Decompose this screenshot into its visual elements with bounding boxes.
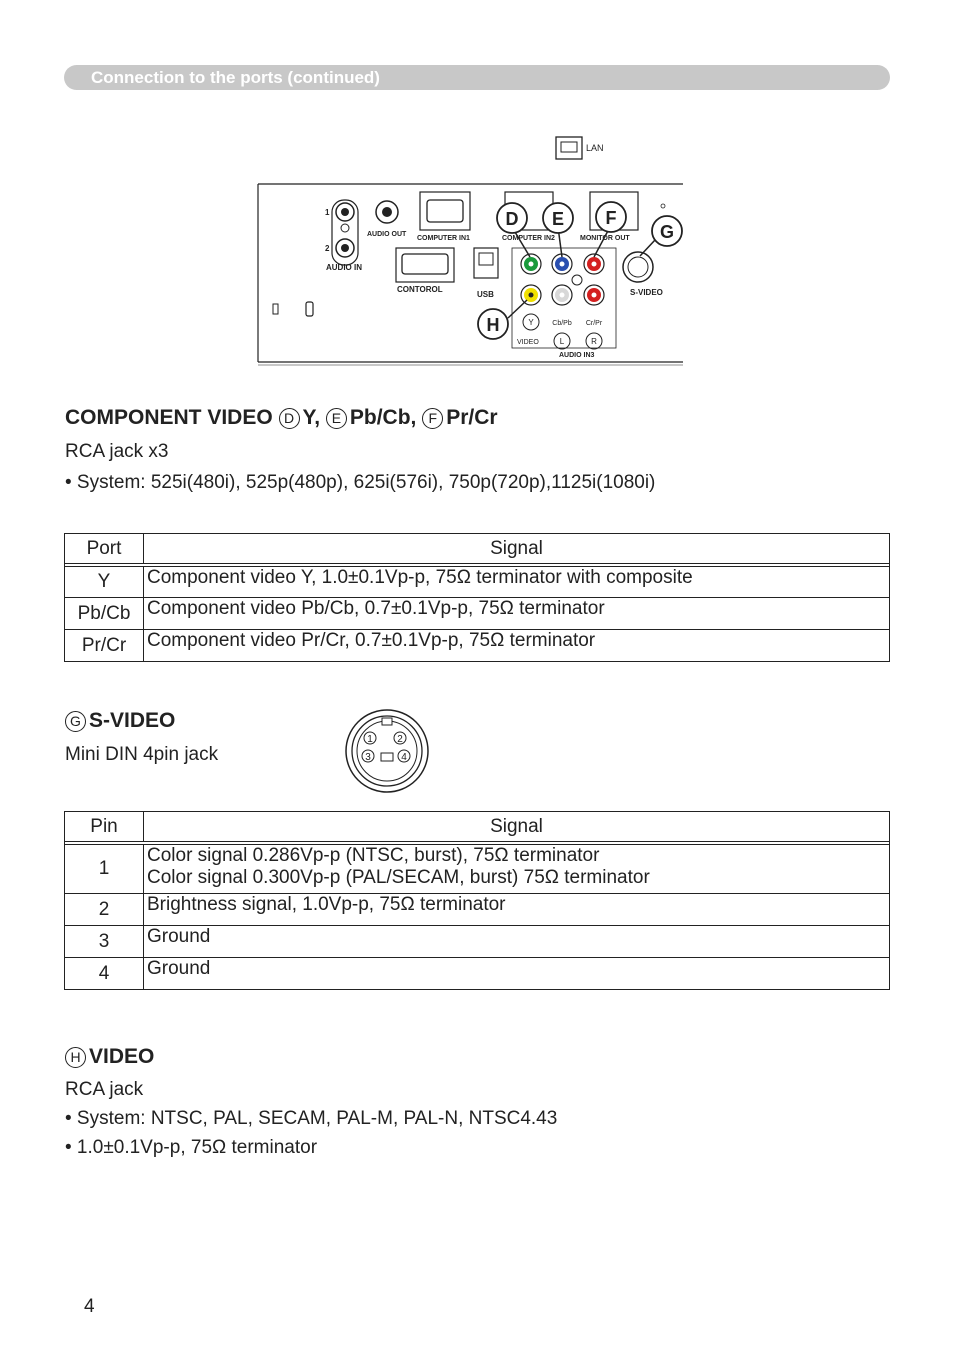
computer-in1-port bbox=[427, 200, 463, 222]
audio-out-label: AUDIO OUT bbox=[367, 231, 407, 238]
usb-label: USB bbox=[477, 290, 494, 299]
video-label: VIDEO bbox=[517, 339, 539, 346]
video-heading bbox=[65, 1045, 154, 1069]
callout-f-mark: F bbox=[422, 408, 443, 429]
audio-in-label: AUDIO IN bbox=[326, 263, 362, 272]
table-row: 1 Color signal 0.286Vp-p (NTSC, burst), 75Ω terminator Color signal 0.300Vp-p (PAL/SECAM, burst) 75Ω terminator bbox=[65, 845, 890, 894]
section-banner bbox=[64, 65, 890, 90]
table-row: Y Component video Y, 1.0±0.1Vp-p, 75Ω terminator with composite bbox=[65, 567, 890, 598]
mini-din-4pin-diagram bbox=[343, 708, 431, 794]
header-signal: Signal bbox=[144, 812, 890, 842]
lan-label: LAN bbox=[586, 143, 604, 153]
table-row: 4 Ground bbox=[65, 958, 890, 990]
rca-cbpb-label: Cb/Pb bbox=[552, 320, 572, 327]
component-jack-text: RCA jack x3 bbox=[65, 441, 169, 462]
callout-d-mark: D bbox=[279, 408, 300, 429]
callout-d bbox=[497, 203, 527, 233]
table-header-row bbox=[65, 534, 890, 564]
audio-in3-label: AUDIO IN3 bbox=[559, 352, 595, 359]
din-pin-4: 4 bbox=[401, 752, 407, 763]
callout-e bbox=[543, 203, 573, 233]
port-panel-diagram bbox=[250, 130, 700, 370]
din-pin-2: 2 bbox=[397, 734, 403, 745]
svg-text:H: H bbox=[486, 315, 500, 335]
callout-e-mark: E bbox=[326, 408, 347, 429]
audio-in-pin-2-label: 2 bbox=[325, 244, 330, 253]
table-row: Pr/Cr Component video Pr/Cr, 0.7±0.1Vp-p, 75Ω terminator bbox=[65, 630, 890, 662]
callout-h bbox=[478, 309, 508, 339]
component-y: Y, bbox=[302, 406, 321, 429]
component-video-heading bbox=[65, 406, 498, 430]
component-system-text: • System: 525i(480i), 525p(480p), 625i(576i), 750p(720p),1125i(1080i) bbox=[65, 472, 656, 493]
component-title: COMPONENT VIDEO bbox=[65, 406, 273, 429]
video-system-text: • System: NTSC, PAL, SECAM, PAL-M, PAL-N, NTSC4.43 bbox=[65, 1108, 558, 1129]
rca-crpr-label: Cr/Pr bbox=[585, 320, 603, 327]
svg-text:G: G bbox=[659, 222, 675, 242]
monitor-out-label: MONITOR OUT bbox=[580, 235, 630, 242]
control-port bbox=[402, 254, 448, 274]
svg-text:D: D bbox=[505, 209, 519, 229]
lan-port-icon bbox=[556, 137, 604, 159]
callout-f bbox=[596, 202, 626, 232]
s-video-title: S-VIDEO bbox=[89, 709, 176, 732]
computer-in1-label: COMPUTER IN1 bbox=[417, 235, 470, 242]
component-signal-table bbox=[64, 533, 890, 662]
s-video-signal-table bbox=[64, 811, 890, 990]
banner-title: Connection to the ports (continued) bbox=[91, 68, 380, 87]
s-video-heading bbox=[65, 709, 175, 733]
rca-l-label: L bbox=[559, 337, 565, 346]
rca-y-label: Y bbox=[528, 318, 534, 327]
security-slot-icon bbox=[306, 302, 313, 316]
video-level-text: • 1.0±0.1Vp-p, 75Ω terminator bbox=[65, 1137, 318, 1158]
din-pin-3: 3 bbox=[365, 752, 371, 763]
header-pin: Pin bbox=[65, 812, 144, 842]
control-label: CONTOROL bbox=[397, 285, 443, 294]
table-header-row bbox=[65, 812, 890, 842]
svg-text:E: E bbox=[551, 209, 565, 229]
s-video-jack-text: Mini DIN 4pin jack bbox=[65, 744, 219, 765]
s-video-label: S-VIDEO bbox=[630, 288, 663, 297]
svg-text:F: F bbox=[605, 208, 617, 228]
component-pb: Pb/Cb, bbox=[349, 406, 417, 429]
din-pin-1: 1 bbox=[367, 734, 373, 745]
component-pr: Pr/Cr bbox=[446, 406, 498, 429]
video-jack-text: RCA jack bbox=[65, 1079, 144, 1100]
computer-in2-label: COMPUTER IN2 bbox=[502, 235, 555, 242]
rca-r-label: R bbox=[591, 337, 597, 346]
table-row: Pb/Cb Component video Pb/Cb, 0.7±0.1Vp-p, 75Ω terminator bbox=[65, 598, 890, 630]
table-row: 2 Brightness signal, 1.0Vp-p, 75Ω terminator bbox=[65, 894, 890, 926]
header-port: Port bbox=[65, 534, 144, 564]
callout-g-mark: G bbox=[65, 711, 86, 732]
table-row: 3 Ground bbox=[65, 926, 890, 958]
callout-h-mark: H bbox=[65, 1047, 86, 1068]
lock-icon bbox=[273, 304, 278, 314]
callout-g bbox=[652, 216, 682, 246]
header-signal: Signal bbox=[144, 534, 890, 564]
audio-in-pin-1-label: 1 bbox=[325, 208, 330, 217]
page-number: 4 bbox=[84, 1296, 95, 1317]
video-title: VIDEO bbox=[89, 1045, 155, 1068]
